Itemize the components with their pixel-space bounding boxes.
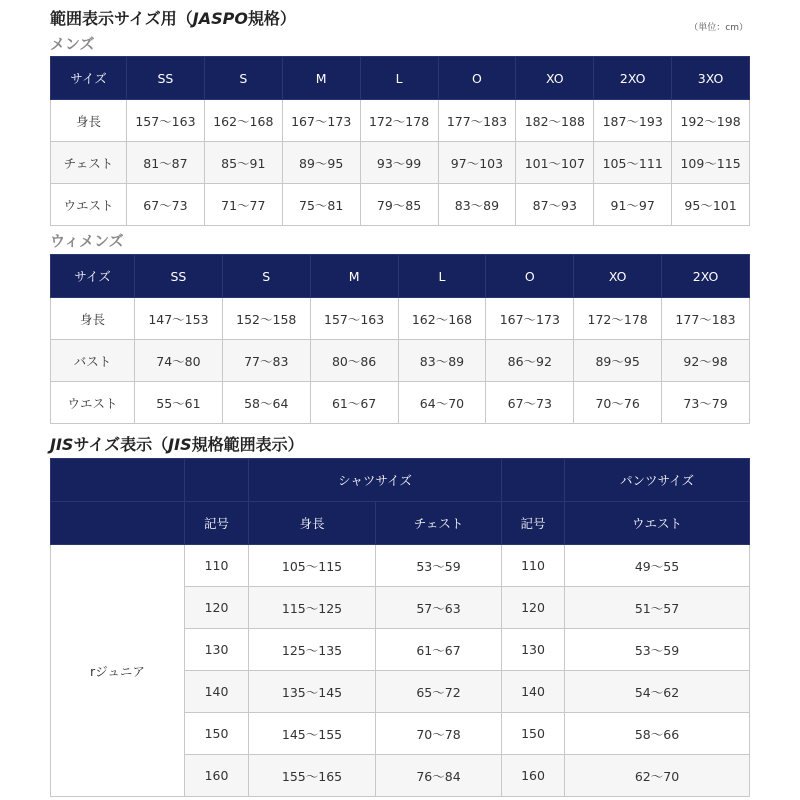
table-cell: 125〜135 bbox=[249, 629, 376, 671]
table-cell: 105〜115 bbox=[249, 545, 376, 587]
table-cell: 101〜107 bbox=[516, 142, 594, 184]
table-cell: 105〜111 bbox=[594, 142, 672, 184]
table-cell: 177〜183 bbox=[662, 298, 750, 340]
table-cell: 49〜55 bbox=[565, 545, 750, 587]
table-cell: 95〜101 bbox=[672, 184, 750, 226]
womens-header-cell: XO bbox=[574, 255, 662, 298]
table-cell: 167〜173 bbox=[486, 298, 574, 340]
table-cell: 53〜59 bbox=[376, 545, 502, 587]
womens-header-cell: サイズ bbox=[51, 255, 135, 298]
table-cell: 157〜163 bbox=[127, 100, 205, 142]
table-cell: 172〜178 bbox=[360, 100, 438, 142]
table-cell: 162〜168 bbox=[398, 298, 486, 340]
table-cell: 80〜86 bbox=[310, 340, 398, 382]
jis-heading-standard-2: JIS bbox=[168, 435, 192, 454]
table-cell: 172〜178 bbox=[574, 298, 662, 340]
mens-header-cell: 3XO bbox=[672, 57, 750, 100]
table-cell: 140 bbox=[502, 671, 565, 713]
mens-header-cell: M bbox=[282, 57, 360, 100]
jis-heading bbox=[50, 432, 304, 455]
main-heading-standard: JASPO bbox=[192, 9, 248, 28]
table-cell: 160 bbox=[185, 755, 249, 797]
jis-sub-header-cell: ウエスト bbox=[565, 502, 750, 545]
jis-group-header-row bbox=[51, 459, 750, 502]
womens-header-row bbox=[51, 255, 750, 298]
table-cell: 81〜87 bbox=[127, 142, 205, 184]
jis-sub-header-row bbox=[51, 502, 750, 545]
table-cell: 77〜83 bbox=[222, 340, 310, 382]
table-cell: 192〜198 bbox=[672, 100, 750, 142]
womens-header-cell: 2XO bbox=[662, 255, 750, 298]
jis-heading-suffix: 規格範囲表示） bbox=[191, 435, 304, 454]
table-cell: 177〜183 bbox=[438, 100, 516, 142]
table-row bbox=[51, 382, 750, 424]
table-cell: 87〜93 bbox=[516, 184, 594, 226]
table-cell: 167〜173 bbox=[282, 100, 360, 142]
table-cell: 51〜57 bbox=[565, 587, 750, 629]
table-row bbox=[51, 184, 750, 226]
table-cell: 79〜85 bbox=[360, 184, 438, 226]
table-cell: 152〜158 bbox=[222, 298, 310, 340]
table-cell: 70〜76 bbox=[574, 382, 662, 424]
jis-corner-cell bbox=[51, 502, 185, 545]
jis-sub-header-cell: 記号 bbox=[185, 502, 249, 545]
table-cell: 61〜67 bbox=[376, 629, 502, 671]
table-cell: 130 bbox=[502, 629, 565, 671]
mens-label: メンズ bbox=[50, 35, 95, 53]
jis-corner-cell bbox=[51, 459, 185, 502]
table-cell: 162〜168 bbox=[204, 100, 282, 142]
jis-corner-cell bbox=[185, 459, 249, 502]
unit-note: （単位：cm） bbox=[689, 23, 748, 33]
mens-header-cell: XO bbox=[516, 57, 594, 100]
table-cell: 120 bbox=[502, 587, 565, 629]
table-cell: 70〜78 bbox=[376, 713, 502, 755]
table-cell: 83〜89 bbox=[398, 340, 486, 382]
table-cell: 110 bbox=[185, 545, 249, 587]
table-cell: 155〜165 bbox=[249, 755, 376, 797]
table-cell: 89〜95 bbox=[282, 142, 360, 184]
mens-header-cell: SS bbox=[127, 57, 205, 100]
junior-group-label: rジュニア bbox=[51, 545, 185, 797]
table-cell: 71〜77 bbox=[204, 184, 282, 226]
table-cell: 157〜163 bbox=[310, 298, 398, 340]
main-heading bbox=[50, 6, 296, 29]
main-heading-prefix: 範囲表示サイズ用（ bbox=[50, 9, 193, 28]
womens-size-table bbox=[50, 254, 750, 424]
mens-header-cell: O bbox=[438, 57, 516, 100]
table-cell: 58〜64 bbox=[222, 382, 310, 424]
mens-header-cell: L bbox=[360, 57, 438, 100]
row-label: 身長 bbox=[51, 298, 135, 340]
table-cell: 89〜95 bbox=[574, 340, 662, 382]
main-heading-suffix: 規格） bbox=[247, 9, 296, 28]
row-label: チェスト bbox=[51, 142, 127, 184]
table-cell: 109〜115 bbox=[672, 142, 750, 184]
jis-heading-text: サイズ表示（ bbox=[73, 435, 169, 454]
table-cell: 55〜61 bbox=[135, 382, 223, 424]
table-cell: 145〜155 bbox=[249, 713, 376, 755]
table-cell: 97〜103 bbox=[438, 142, 516, 184]
jis-heading-standard: JIS bbox=[50, 435, 74, 454]
womens-header-cell: L bbox=[398, 255, 486, 298]
jis-corner-cell bbox=[502, 459, 565, 502]
table-cell: 91〜97 bbox=[594, 184, 672, 226]
jis-size-table bbox=[50, 458, 750, 797]
table-cell: 93〜99 bbox=[360, 142, 438, 184]
table-cell: 147〜153 bbox=[135, 298, 223, 340]
womens-header-cell: M bbox=[310, 255, 398, 298]
table-cell: 135〜145 bbox=[249, 671, 376, 713]
womens-header-cell: SS bbox=[135, 255, 223, 298]
table-cell: 65〜72 bbox=[376, 671, 502, 713]
row-label: ウエスト bbox=[51, 382, 135, 424]
table-cell: 58〜66 bbox=[565, 713, 750, 755]
mens-header-cell: サイズ bbox=[51, 57, 127, 100]
mens-size-table bbox=[50, 56, 750, 226]
table-row bbox=[51, 100, 750, 142]
womens-header-cell: S bbox=[222, 255, 310, 298]
table-cell: 150 bbox=[185, 713, 249, 755]
table-cell: 76〜84 bbox=[376, 755, 502, 797]
table-cell: 83〜89 bbox=[438, 184, 516, 226]
womens-header-cell: O bbox=[486, 255, 574, 298]
jis-sub-header-cell: 記号 bbox=[502, 502, 565, 545]
table-row bbox=[51, 142, 750, 184]
mens-header-cell: 2XO bbox=[594, 57, 672, 100]
table-cell: 67〜73 bbox=[486, 382, 574, 424]
table-cell: 74〜80 bbox=[135, 340, 223, 382]
table-cell: 115〜125 bbox=[249, 587, 376, 629]
table-row bbox=[51, 298, 750, 340]
row-label: ウエスト bbox=[51, 184, 127, 226]
table-row bbox=[51, 545, 750, 587]
table-cell: 187〜193 bbox=[594, 100, 672, 142]
table-cell: 120 bbox=[185, 587, 249, 629]
table-cell: 64〜70 bbox=[398, 382, 486, 424]
table-cell: 62〜70 bbox=[565, 755, 750, 797]
shirt-size-header: シャツサイズ bbox=[249, 459, 502, 502]
row-label: 身長 bbox=[51, 100, 127, 142]
table-cell: 75〜81 bbox=[282, 184, 360, 226]
table-row bbox=[51, 340, 750, 382]
table-cell: 53〜59 bbox=[565, 629, 750, 671]
table-cell: 73〜79 bbox=[662, 382, 750, 424]
table-cell: 92〜98 bbox=[662, 340, 750, 382]
table-cell: 130 bbox=[185, 629, 249, 671]
table-cell: 67〜73 bbox=[127, 184, 205, 226]
table-cell: 85〜91 bbox=[204, 142, 282, 184]
table-cell: 140 bbox=[185, 671, 249, 713]
mens-header-row bbox=[51, 57, 750, 100]
table-cell: 86〜92 bbox=[486, 340, 574, 382]
table-cell: 61〜67 bbox=[310, 382, 398, 424]
table-cell: 150 bbox=[502, 713, 565, 755]
jis-sub-header-cell: チェスト bbox=[376, 502, 502, 545]
table-cell: 182〜188 bbox=[516, 100, 594, 142]
row-label: バスト bbox=[51, 340, 135, 382]
pants-size-header: パンツサイズ bbox=[565, 459, 750, 502]
table-cell: 110 bbox=[502, 545, 565, 587]
table-cell: 54〜62 bbox=[565, 671, 750, 713]
table-cell: 57〜63 bbox=[376, 587, 502, 629]
jis-sub-header-cell: 身長 bbox=[249, 502, 376, 545]
table-cell: 160 bbox=[502, 755, 565, 797]
mens-header-cell: S bbox=[204, 57, 282, 100]
womens-label: ウィメンズ bbox=[50, 232, 124, 250]
